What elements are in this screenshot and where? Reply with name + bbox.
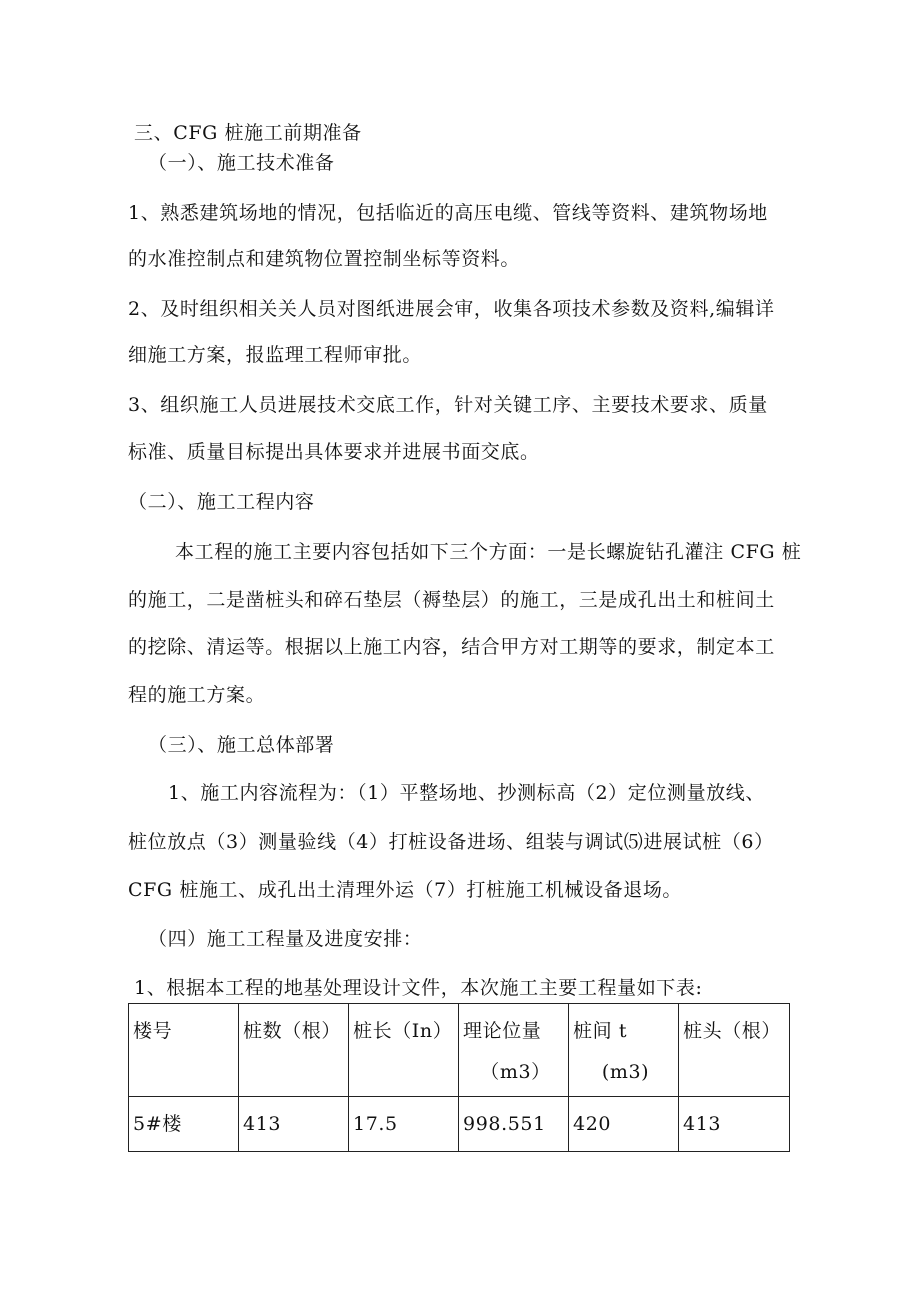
paragraph-line: CFG 桩施工、成孔出土清理外运（7）打桩施工机械设备退场。 (128, 879, 683, 901)
header-unit (683, 1048, 789, 1096)
table-cell: 5#楼 (129, 1097, 239, 1152)
paragraph-line: 桩位放点（3）测量验线（4）打桩设备进场、组装与调试⑸进展试桩（6） (128, 831, 774, 853)
header-cell (239, 1004, 349, 1097)
paragraph-line: 1、熟悉建筑场地的情况，包括临近的高压电缆、管线等资料、建筑物场地 (128, 202, 768, 224)
paragraph-line: 的挖除、清运等。根据以上施工内容，结合甲方对工期等的要求，制定本工 (128, 636, 775, 658)
header-label: 理论位量 (463, 1020, 542, 1042)
table-intro: 1、根据本工程的地基处理设计文件，本次施工主要工程量如下表: (134, 977, 703, 999)
table-cell: 413 (679, 1097, 790, 1152)
paragraph-line: 本工程的施工主要内容包括如下三个方面：一是长螺旋钻孔灌注 CFG 桩 (175, 541, 802, 563)
header-cell (459, 1004, 569, 1097)
paragraph-line: 细施工方案，报监理工程师审批。 (128, 344, 423, 366)
header-label: 楼号 (133, 1020, 173, 1042)
paragraph-line: 的水准控制点和建筑物位置控制坐标等资料。 (128, 248, 521, 270)
header-unit: （m3） (480, 1061, 551, 1083)
header-unit (353, 1048, 458, 1096)
paragraph-line: 程的施工方案。 (128, 684, 266, 706)
header-unit (133, 1048, 238, 1096)
header-unit: (m3) (601, 1061, 650, 1083)
header-label: 桩间 t (573, 1020, 628, 1042)
paragraph-line: 1、施工内容流程为：（1）平整场地、抄测标高（2）定位测量放线、 (168, 782, 765, 804)
table-cell: 413 (239, 1097, 349, 1152)
paragraph-line: 的施工，二是凿桩头和碎石垫层（褥垫层）的施工，三是成孔出土和桩间土 (128, 589, 775, 611)
header-cell (569, 1004, 679, 1097)
header-cell (679, 1004, 790, 1097)
quantity-table (128, 1003, 790, 1152)
subsection-title-scope: （二）、施工工程内容 (128, 491, 315, 513)
subsection-title-quantities: （四）施工工程量及进度安排： (148, 928, 423, 950)
table-row (129, 1097, 790, 1152)
header-cell (349, 1004, 459, 1097)
table-header-row (129, 1004, 790, 1097)
header-label: 桩长（In） (353, 1020, 453, 1042)
subsection-title-tech-prep: （一）、施工技术准备 (148, 152, 335, 174)
table-cell: 17.5 (349, 1097, 459, 1152)
section-heading: 三、CFG 桩施工前期准备 (134, 122, 362, 144)
paragraph-line: 标准、质量目标提出具体要求并进展书面交底。 (128, 441, 540, 463)
header-label: 桩数（根） (243, 1020, 342, 1042)
header-cell (129, 1004, 239, 1097)
subsection-title-deployment: （三）、施工总体部署 (148, 734, 335, 756)
table-cell: 998.551 (459, 1097, 569, 1152)
header-label: 桩头（根） (683, 1020, 782, 1042)
table-cell: 420 (569, 1097, 679, 1152)
paragraph-line: 2、及时组织相关关人员对图纸进展会审，收集各项技术参数及资料,编辑详 (128, 298, 775, 320)
paragraph-line: 3、组织施工人员进展技术交底工作，针对关键工序、主要技术要求、质量 (128, 394, 768, 416)
header-unit (243, 1048, 348, 1096)
